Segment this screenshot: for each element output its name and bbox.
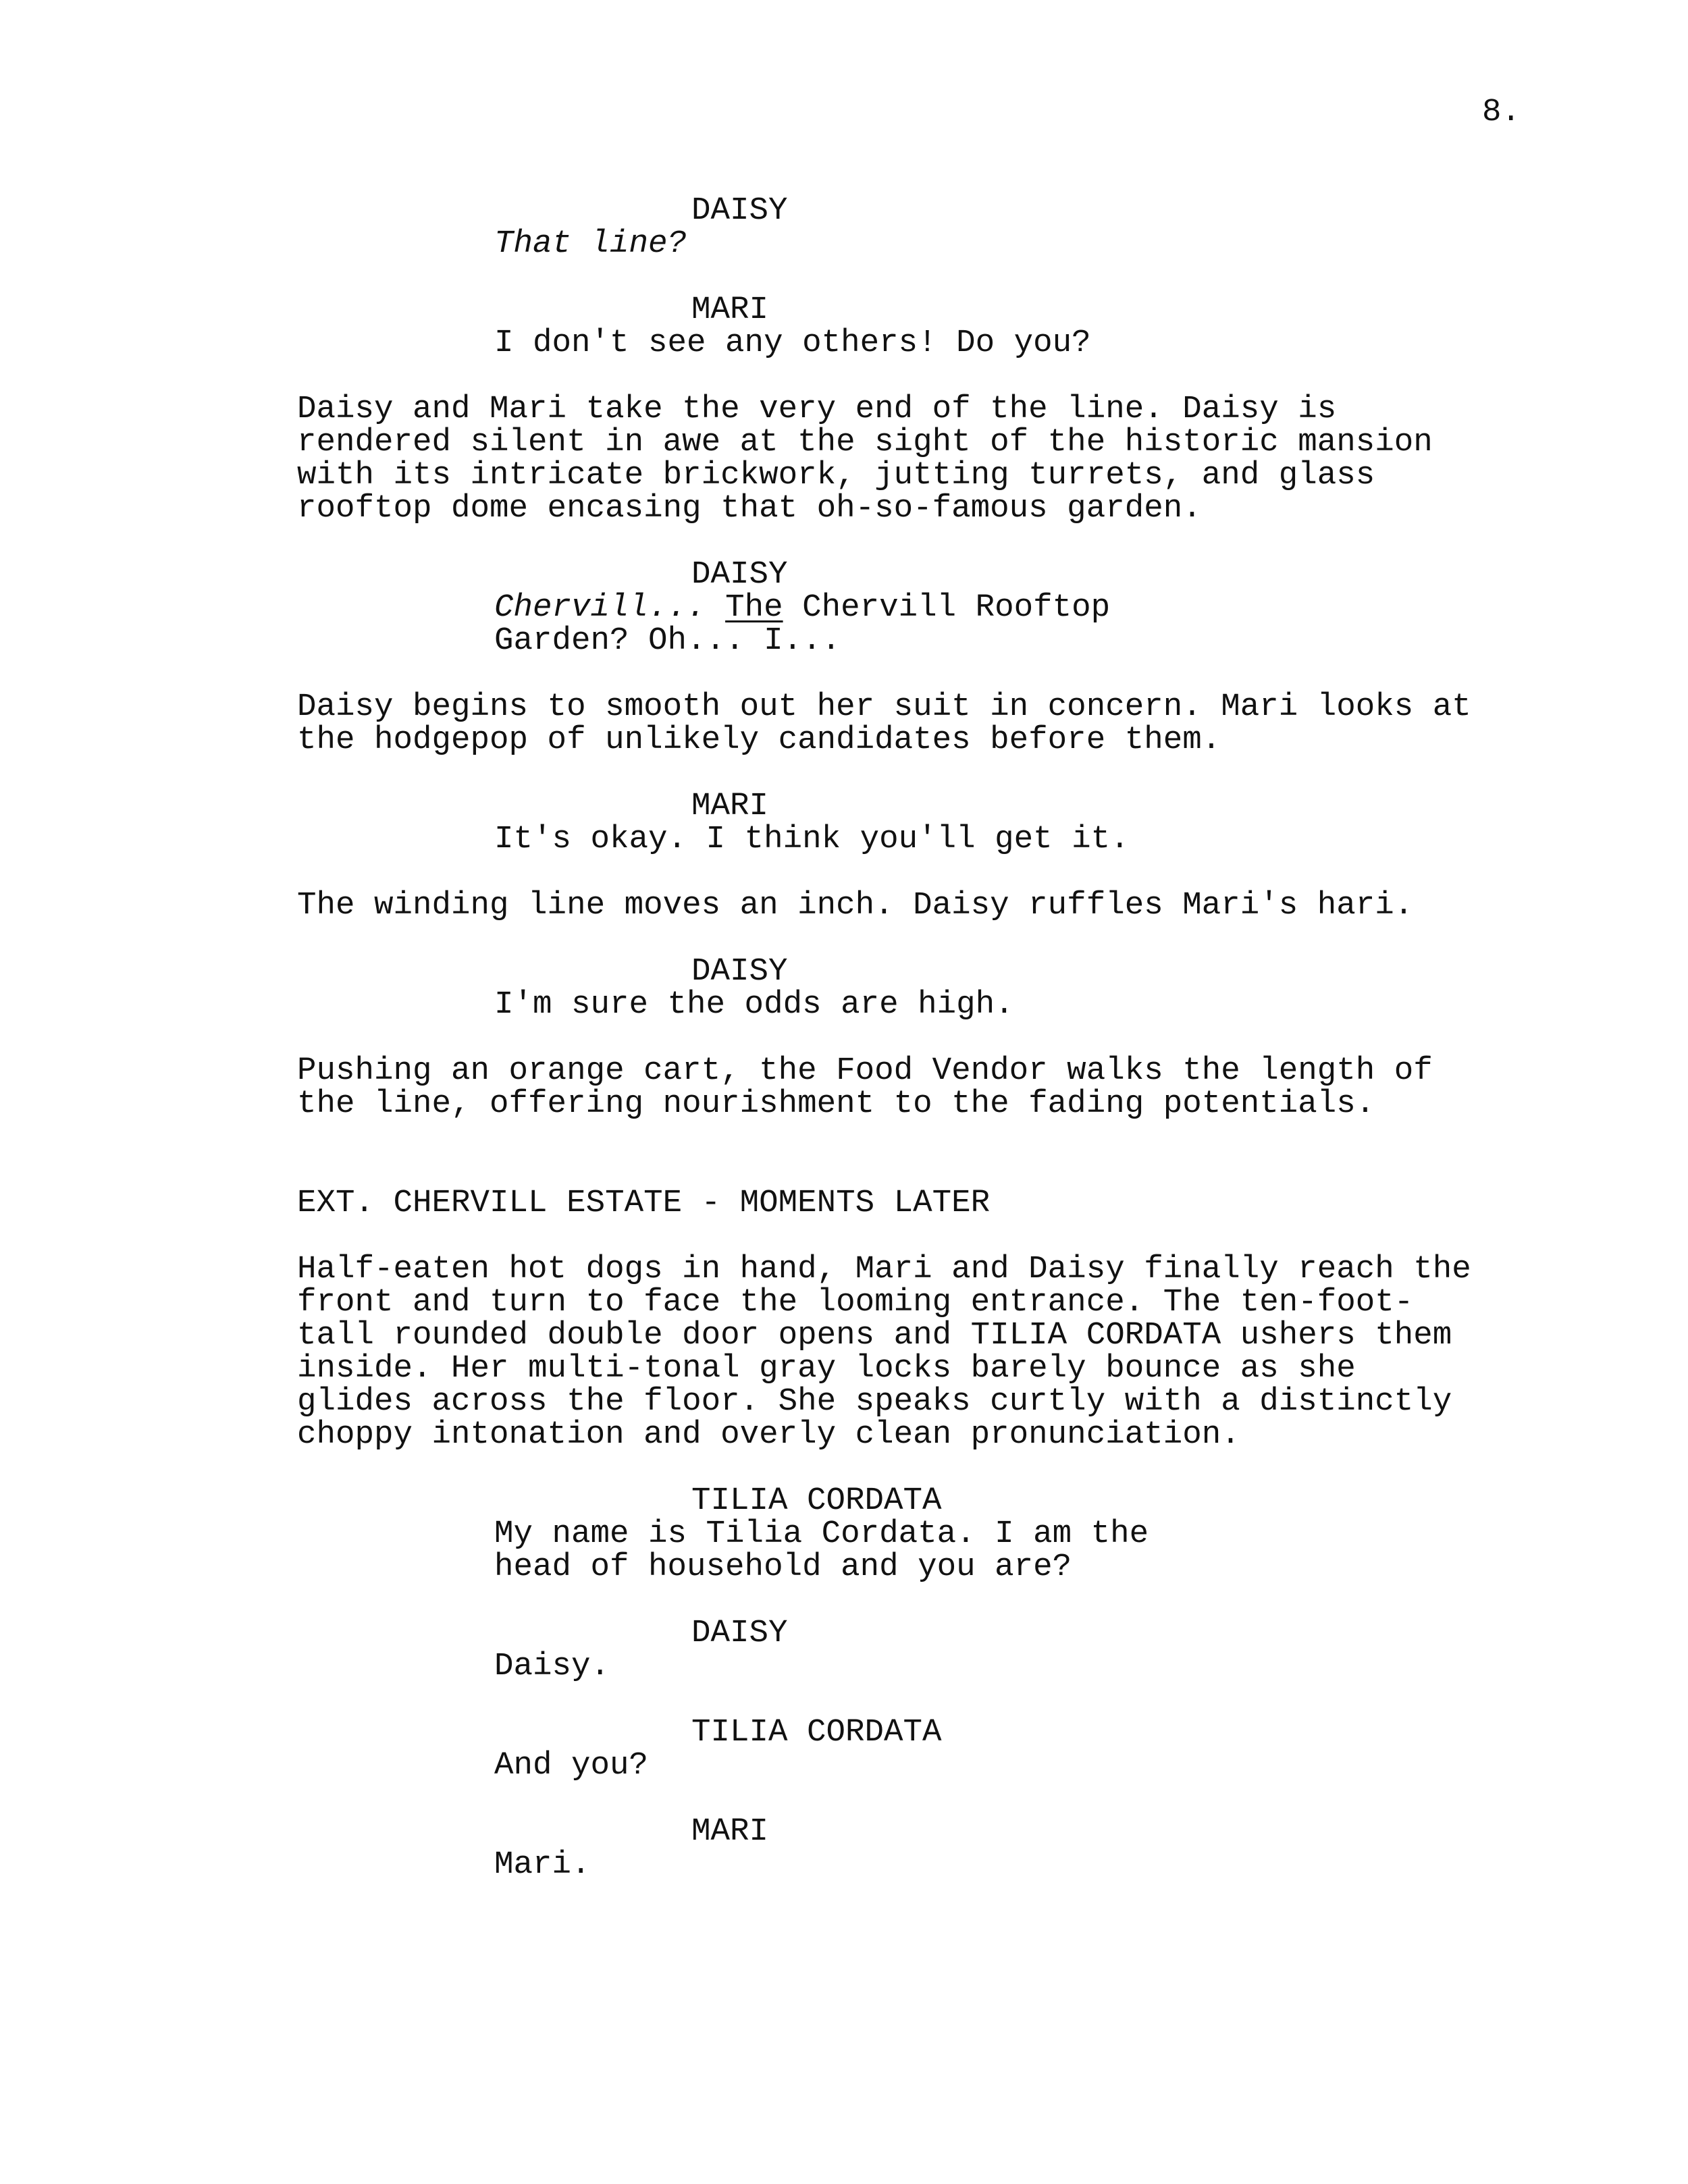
dialogue-line: It's okay. I think you'll get it. bbox=[494, 821, 1130, 857]
character-name: MARI bbox=[691, 1813, 769, 1850]
action-line: tall rounded double door opens and TILIA CORDATA ushers them bbox=[297, 1317, 1452, 1354]
action-line: the hodgepop of unlikely candidates before them. bbox=[297, 722, 1221, 758]
action-line: rendered silent in awe at the sight of the historic mansion bbox=[297, 424, 1433, 460]
character-name: MARI bbox=[691, 788, 769, 824]
scene-heading: EXT. CHERVILL ESTATE - MOMENTS LATER bbox=[297, 1185, 991, 1221]
action-line: Half-eaten hot dogs in hand, Mari and Daisy finally reach the bbox=[297, 1251, 1471, 1287]
dialogue-line: I don't see any others! Do you? bbox=[494, 325, 1091, 361]
action-line: front and turn to face the looming entrance. The ten-foot- bbox=[297, 1284, 1414, 1321]
action-line: Daisy and Mari take the very end of the line. Daisy is bbox=[297, 391, 1337, 427]
dialogue-line: And you? bbox=[494, 1747, 649, 1784]
dialogue-line: Garden? Oh... I... bbox=[494, 622, 841, 659]
action-line: the line, offering nourishment to the fading potentials. bbox=[297, 1086, 1375, 1122]
dialogue-line: I'm sure the odds are high. bbox=[494, 986, 1014, 1023]
dialogue-segment: Chervill Rooftop bbox=[802, 589, 1111, 626]
character-name: DAISY bbox=[691, 1615, 788, 1651]
dialogue-line: My name is Tilia Cordata. I am the bbox=[494, 1516, 1149, 1552]
action-line: The winding line moves an inch. Daisy ruffles Mari's hari. bbox=[297, 887, 1414, 924]
character-name: DAISY bbox=[691, 953, 788, 990]
action-line: inside. Her multi-tonal gray locks barely bounce as she bbox=[297, 1350, 1356, 1387]
dialogue-line: head of household and you are? bbox=[494, 1549, 1072, 1585]
action-line: Daisy begins to smooth out her suit in concern. Mari looks at bbox=[297, 689, 1471, 725]
dialogue-italic-segment: Chervill... bbox=[494, 589, 706, 626]
dialogue-line: Mari. bbox=[494, 1846, 591, 1883]
character-name: TILIA CORDATA bbox=[691, 1714, 942, 1751]
character-name: MARI bbox=[691, 292, 769, 328]
action-line: with its intricate brickwork, jutting turrets, and glass bbox=[297, 457, 1375, 494]
character-name: TILIA CORDATA bbox=[691, 1483, 942, 1519]
action-line: choppy intonation and overly clean pronunciation. bbox=[297, 1416, 1240, 1453]
dialogue-line: Daisy. bbox=[494, 1648, 610, 1684]
dialogue-underlined-segment: The bbox=[725, 589, 783, 626]
action-line: rooftop dome encasing that oh-so-famous garden. bbox=[297, 490, 1202, 527]
character-name: DAISY bbox=[691, 192, 788, 229]
action-line: Pushing an orange cart, the Food Vendor walks the length of bbox=[297, 1053, 1433, 1089]
dialogue-line bbox=[494, 591, 1110, 624]
page-number: 8. bbox=[1482, 94, 1521, 130]
dialogue-line: That line? bbox=[494, 225, 687, 262]
action-line: glides across the floor. She speaks curtly with a distinctly bbox=[297, 1383, 1452, 1420]
character-name: DAISY bbox=[691, 556, 788, 593]
